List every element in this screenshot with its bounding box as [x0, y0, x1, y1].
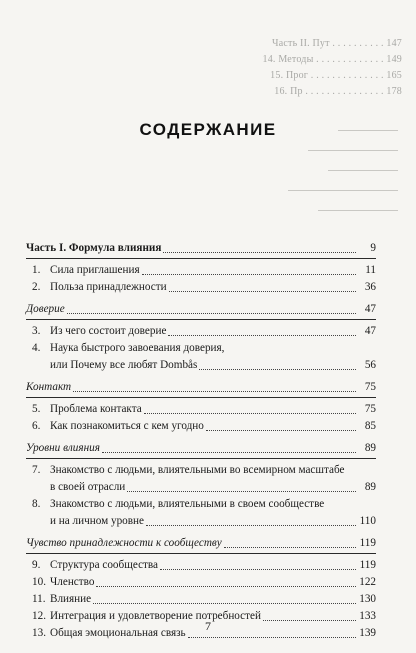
entry-number: 3. [32, 325, 41, 337]
entry-number: 13. [32, 627, 46, 639]
toc-entry[interactable] [26, 418, 376, 435]
page-heading: СОДЕРЖАНИЕ [139, 120, 277, 139]
page-ref: 122 [359, 576, 376, 588]
dot-leader [93, 602, 356, 604]
dot-leader [168, 334, 356, 336]
entry-title-continued: или Почему все любят Dombås [50, 359, 198, 371]
page-ref: 9 [370, 242, 376, 254]
dot-leader [163, 251, 356, 253]
dot-leader [142, 273, 356, 275]
toc-section [26, 379, 376, 435]
toc-entry[interactable] [26, 462, 376, 496]
entry-number: 2. [32, 281, 41, 293]
section-rule [26, 458, 376, 459]
entry-number: 8. [32, 498, 41, 510]
dot-leader [169, 290, 356, 292]
page-number: 7 [205, 619, 211, 633]
toc-section-heading[interactable] [26, 240, 376, 257]
entry-title: Сила приглашения [50, 264, 140, 276]
entry-title: Знакомство с людьми, влиятельными во всемирном масштабе [50, 464, 345, 476]
entry-title: Польза принадлежности [50, 281, 167, 293]
page-ref: 85 [364, 420, 376, 432]
dot-leader [160, 568, 356, 570]
bleed-through-rule [288, 190, 398, 191]
toc-entry[interactable] [26, 401, 376, 418]
entry-title: Интеграция и удовлетворение потребностей [50, 610, 261, 622]
entry-number: 6. [32, 420, 41, 432]
dot-leader [146, 524, 356, 526]
page-ref: 47 [364, 325, 376, 337]
toc-entry[interactable] [26, 557, 376, 574]
bleed-through-rule [328, 170, 398, 171]
entry-title: Как познакомиться с кем угодно [50, 420, 204, 432]
bleed-through-line: 16. Пр . . . . . . . . . . . . . . . 178 [274, 86, 402, 97]
toc-section-heading[interactable] [26, 535, 376, 552]
dot-leader [73, 390, 356, 392]
toc-entry[interactable] [26, 340, 376, 374]
entry-title: Членство [50, 576, 95, 588]
entry-number: 5. [32, 403, 41, 415]
entry-title: Из чего состоит доверие [50, 325, 167, 337]
page-ref: 56 [364, 359, 376, 371]
section-rule [26, 397, 376, 398]
section-title: Контакт [26, 381, 72, 393]
section-title: Уровни влияния [26, 442, 100, 454]
entry-title: Структура сообщества [50, 559, 159, 571]
page-ref: 133 [359, 610, 376, 622]
entry-title-continued: в своей отрасли [50, 481, 126, 493]
page-ref: 139 [359, 627, 376, 639]
page-ref: 110 [359, 515, 376, 527]
section-title: Часть I. Формула влияния [26, 242, 162, 254]
entry-number: 12. [32, 610, 46, 622]
toc-entry[interactable] [26, 262, 376, 279]
dot-leader [127, 490, 356, 492]
toc-entry[interactable] [26, 496, 376, 530]
section-title: Чувство принадлежности к сообществу [26, 537, 222, 549]
dot-leader [199, 368, 356, 370]
entry-number: 4. [32, 342, 41, 354]
entry-number: 10. [32, 576, 46, 588]
dot-leader [206, 429, 356, 431]
bleed-through-line: 15. Прог . . . . . . . . . . . . . . 165 [270, 70, 402, 81]
section-rule [26, 553, 376, 554]
page-ref: 36 [364, 281, 376, 293]
section-title: Доверие [26, 303, 65, 315]
dot-leader [102, 451, 356, 453]
entry-title: Общая эмоциональная связь [50, 627, 186, 639]
entry-number: 1. [32, 264, 41, 276]
toc-entry[interactable] [26, 323, 376, 340]
table-of-contents [26, 240, 376, 647]
page-ref: 75 [364, 381, 376, 393]
page-ref: 11 [365, 264, 376, 276]
toc-section [26, 440, 376, 530]
toc-section-heading[interactable] [26, 440, 376, 457]
toc-entry[interactable] [26, 591, 376, 608]
entry-number: 9. [32, 559, 41, 571]
entry-number: 11. [32, 593, 46, 605]
entry-title: Влияние [50, 593, 92, 605]
bleed-through-line: 14. Методы . . . . . . . . . . . . . 149 [262, 54, 402, 65]
entry-title: Наука быстрого завоевания доверия, [50, 342, 225, 354]
page-ref: 89 [364, 481, 376, 493]
dot-leader [224, 546, 356, 548]
page-ref: 47 [364, 303, 376, 315]
page-ref: 119 [359, 559, 376, 571]
toc-section-heading[interactable] [26, 301, 376, 318]
page-ref: 89 [364, 442, 376, 454]
page-ref: 119 [359, 537, 376, 549]
toc-entry[interactable] [26, 279, 376, 296]
dot-leader [67, 312, 356, 314]
entry-title: Проблема контакта [50, 403, 142, 415]
entry-title: Знакомство с людьми, влиятельными в своем сообществе [50, 498, 325, 510]
toc-section-heading[interactable] [26, 379, 376, 396]
toc-section [26, 240, 376, 296]
bleed-through-rule [318, 210, 398, 211]
dot-leader [96, 585, 356, 587]
entry-title-continued: и на личном уровне [50, 515, 144, 527]
section-rule [26, 319, 376, 320]
section-rule [26, 258, 376, 259]
toc-entry[interactable] [26, 574, 376, 591]
page-ref: 75 [364, 403, 376, 415]
bleed-through-rule [308, 150, 398, 151]
toc-section [26, 301, 376, 374]
bleed-through-line: Часть II. Пут . . . . . . . . . . 147 [272, 38, 402, 49]
dot-leader [144, 412, 356, 414]
dot-leader [188, 636, 356, 638]
entry-number: 7. [32, 464, 41, 476]
page-ref: 130 [359, 593, 376, 605]
